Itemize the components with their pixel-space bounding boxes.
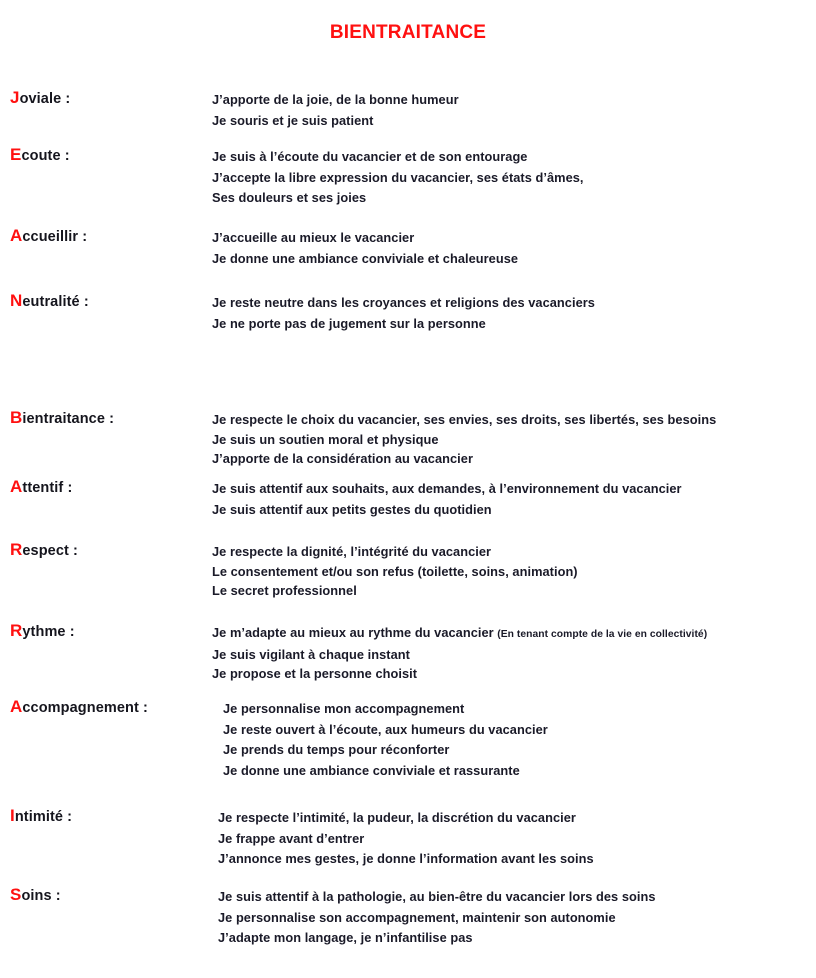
principle-statements bbox=[212, 542, 578, 601]
principle-statement bbox=[212, 147, 584, 168]
principle-label bbox=[10, 540, 78, 560]
principle-label-rest: oins : bbox=[21, 888, 61, 904]
statement-text: Le secret professionnel bbox=[212, 583, 357, 598]
principle-statements bbox=[218, 887, 656, 949]
statement-text: Je respecte le choix du vacancier, ses envies, ses droits, ses libertés, ses besoins bbox=[212, 412, 717, 427]
principle-statement bbox=[212, 314, 595, 335]
principle-statements bbox=[212, 410, 716, 469]
principle-statement bbox=[212, 479, 682, 500]
principle-initial: A bbox=[10, 477, 23, 496]
principle-label bbox=[10, 885, 61, 905]
statement-text: Je reste neutre dans les croyances et religions des vacanciers bbox=[212, 295, 595, 310]
principle-statements bbox=[212, 479, 682, 520]
principle-label-rest: eutralité : bbox=[22, 294, 89, 310]
statement-text: Je donne une ambiance conviviale et rassurante bbox=[223, 762, 520, 778]
principle-initial: R bbox=[10, 621, 23, 640]
principle-statement bbox=[212, 430, 716, 450]
principle-statements bbox=[218, 808, 594, 870]
statement-text: Je personnalise mon accompagnement bbox=[223, 701, 465, 716]
principle-label bbox=[10, 477, 72, 497]
principle-statements bbox=[212, 228, 518, 269]
statement-text: Ses douleurs et ses joies bbox=[212, 190, 367, 205]
statement-text: J’accepte la libre expression du vacancier, ses états d’âmes, bbox=[212, 169, 584, 185]
principle-initial: J bbox=[10, 88, 20, 107]
principle-initial: A bbox=[10, 226, 23, 245]
statement-text: Je m’adapte au mieux au rythme du vacancier bbox=[212, 625, 498, 640]
statement-text: J’adapte mon langage, je n’infantilise pas bbox=[218, 930, 473, 945]
principle-statement bbox=[218, 808, 594, 829]
principle-label-rest: ientraitance : bbox=[22, 411, 115, 427]
principle-label-rest: ntimité : bbox=[14, 809, 73, 825]
principle-label-rest: oviale : bbox=[19, 91, 71, 107]
principle-statements bbox=[212, 147, 584, 209]
principle-label-rest: ccueillir : bbox=[22, 229, 88, 245]
principle-statement bbox=[223, 740, 548, 761]
statement-text: J’annonce mes gestes, je donne l’information avant les soins bbox=[218, 851, 594, 866]
principle-statement bbox=[212, 188, 584, 209]
principle-label bbox=[10, 145, 70, 165]
principle-statement bbox=[212, 228, 518, 249]
principle-statement bbox=[218, 829, 594, 850]
principle-label bbox=[10, 621, 75, 641]
principle-statement bbox=[212, 645, 707, 665]
statement-note: (En tenant compte de la vie en collectivité) bbox=[497, 629, 708, 640]
statement-text: Je prends du temps pour réconforter bbox=[223, 742, 450, 757]
principle-statement bbox=[223, 720, 548, 741]
statement-text: Je suis un soutien moral et physique bbox=[212, 431, 439, 447]
statement-text: Je suis attentif à la pathologie, au bien-être du vacancier lors des soins bbox=[218, 889, 656, 904]
statement-text: Je suis à l’écoute du vacancier et de son entourage bbox=[212, 149, 528, 164]
principle-statement bbox=[212, 500, 682, 521]
principle-statement bbox=[212, 562, 578, 582]
principle-initial: A bbox=[10, 697, 23, 716]
principle-statement bbox=[212, 168, 584, 189]
principle-label bbox=[10, 697, 148, 717]
principle-statement bbox=[223, 761, 548, 782]
principle-label bbox=[10, 806, 72, 826]
principle-statement bbox=[218, 908, 656, 929]
principle-statements bbox=[212, 623, 707, 684]
principle-statement bbox=[212, 293, 595, 314]
principle-statements bbox=[212, 293, 595, 334]
principle-statement bbox=[218, 849, 594, 870]
principle-label-rest: ccompagnement : bbox=[22, 700, 148, 716]
statement-text: Je respecte l’intimité, la pudeur, la discrétion du vacancier bbox=[218, 810, 576, 825]
principle-statement bbox=[212, 623, 707, 645]
principle-initial: E bbox=[10, 145, 22, 164]
page-title: BIENTRAITANCE bbox=[329, 22, 487, 43]
principle-label bbox=[10, 291, 89, 311]
principle-statement bbox=[212, 410, 716, 430]
statement-text: Je suis attentif aux petits gestes du quotidien bbox=[212, 501, 492, 517]
principle-statement bbox=[212, 249, 518, 270]
principle-statement bbox=[212, 581, 578, 601]
principle-label bbox=[10, 226, 87, 246]
statement-text: Je propose et la personne choisit bbox=[212, 666, 418, 681]
principle-initial: R bbox=[10, 540, 23, 559]
principle-label-rest: ythme : bbox=[22, 624, 75, 640]
principle-statement bbox=[223, 699, 548, 720]
statement-text: Je reste ouvert à l’écoute, aux humeurs du vacancier bbox=[223, 721, 548, 737]
statement-text: Je suis attentif aux souhaits, aux demandes, à l’environnement du vacancier bbox=[212, 481, 682, 496]
principle-statement bbox=[212, 111, 459, 132]
principle-label-rest: ttentif : bbox=[22, 480, 73, 496]
statement-text: Le consentement et/ou son refus (toilette, soins, animation) bbox=[212, 563, 578, 579]
statement-text: Je frappe avant d’entrer bbox=[218, 830, 365, 846]
principle-statements bbox=[223, 699, 548, 781]
statement-text: J’apporte de la considération au vacancier bbox=[212, 451, 473, 466]
statement-text: Je personnalise son accompagnement, maintenir son autonomie bbox=[218, 909, 616, 925]
principle-statement bbox=[212, 664, 707, 684]
principle-initial: I bbox=[10, 806, 15, 825]
principle-statements bbox=[212, 90, 459, 131]
statement-text: Je souris et je suis patient bbox=[212, 112, 374, 128]
statement-text: Je suis vigilant à chaque instant bbox=[212, 646, 410, 662]
principle-statement bbox=[212, 542, 578, 562]
principle-statement bbox=[212, 449, 716, 469]
principle-initial: S bbox=[10, 885, 22, 904]
statement-text: Je donne une ambiance conviviale et chaleureuse bbox=[212, 250, 519, 266]
principle-label bbox=[10, 408, 114, 428]
principle-label-rest: coute : bbox=[21, 148, 70, 164]
statement-text: J’apporte de la joie, de la bonne humeur bbox=[212, 92, 459, 107]
statement-text: Je ne porte pas de jugement sur la personne bbox=[212, 315, 486, 331]
principle-initial: N bbox=[10, 291, 23, 310]
principle-statement bbox=[218, 928, 656, 949]
statement-text: J’accueille au mieux le vacancier bbox=[212, 230, 415, 245]
statement-text: Je respecte la dignité, l’intégrité du vacancier bbox=[212, 544, 492, 559]
principle-label-rest: espect : bbox=[22, 543, 78, 559]
principle-statement bbox=[212, 90, 459, 111]
principle-initial: B bbox=[10, 408, 23, 427]
principle-label bbox=[10, 88, 70, 108]
principle-statement bbox=[218, 887, 656, 908]
